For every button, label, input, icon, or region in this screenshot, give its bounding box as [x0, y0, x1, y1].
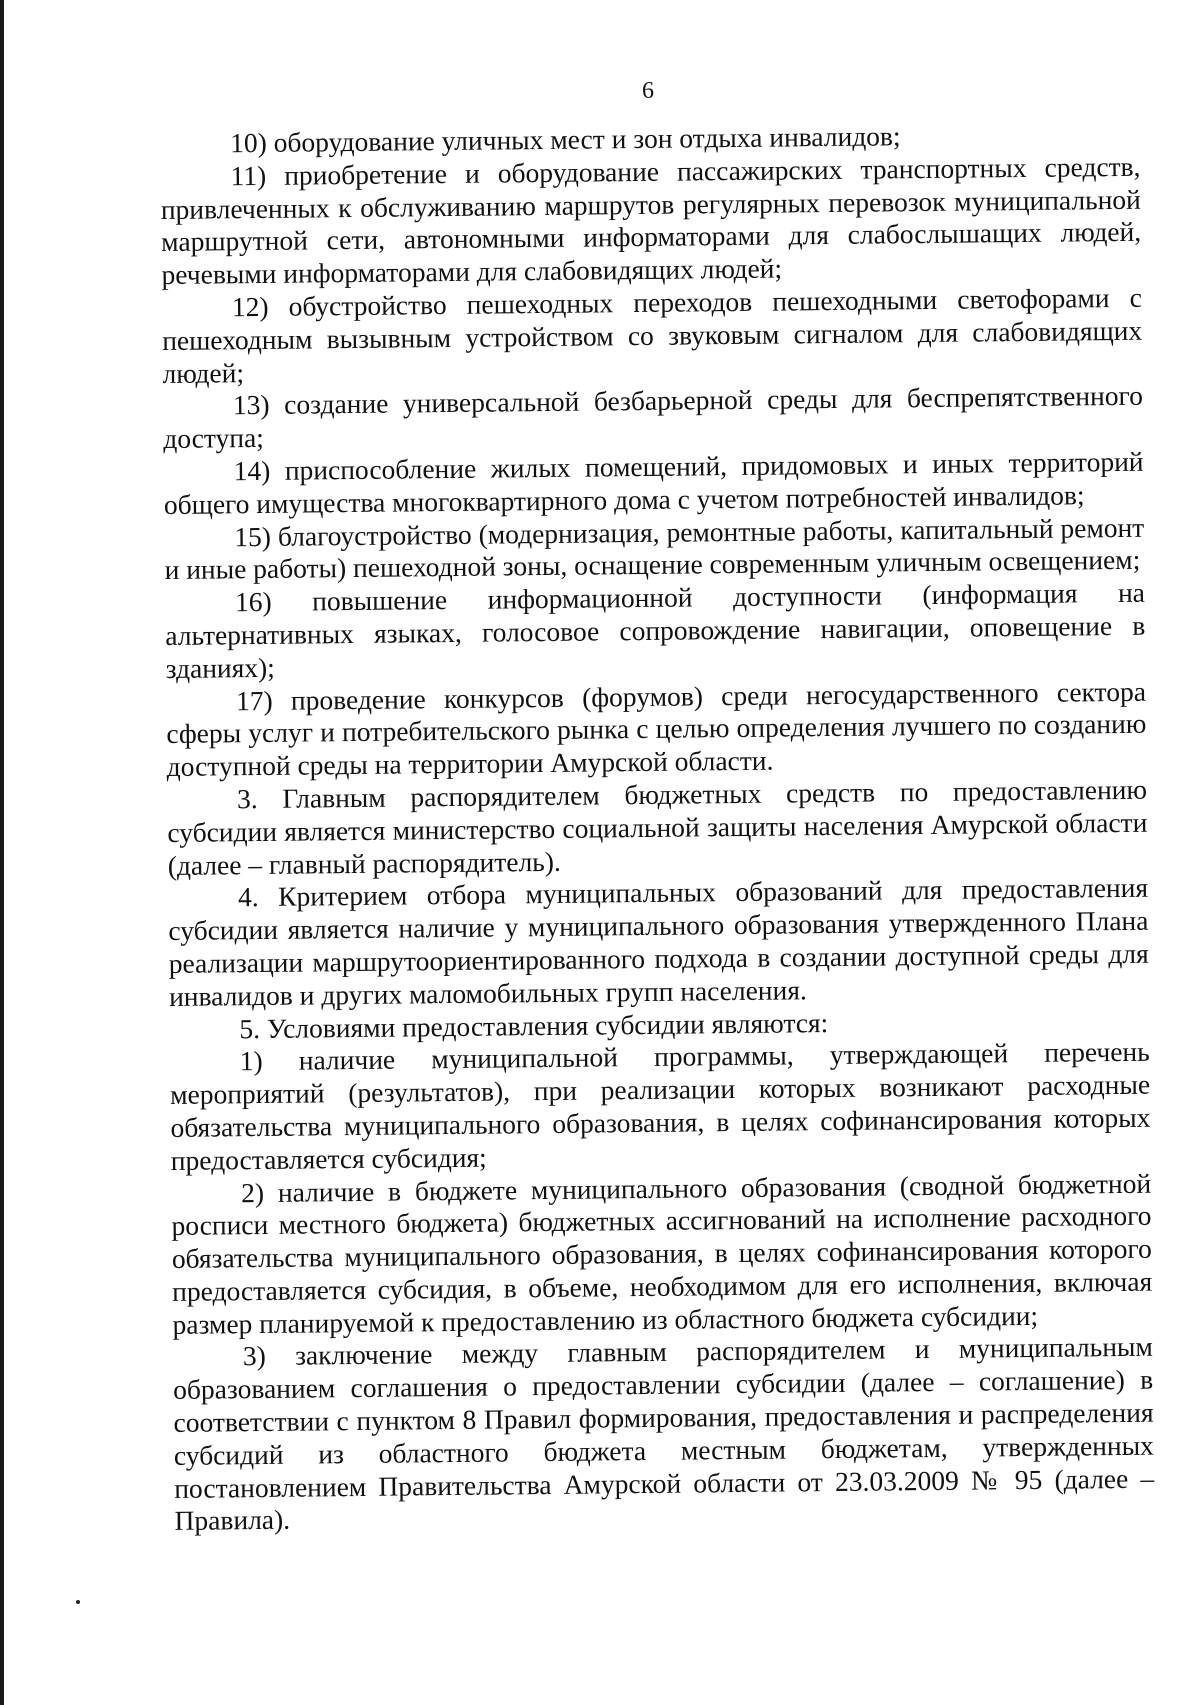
scan-speck: [76, 1600, 80, 1604]
paragraph-condition-3: 3) заключение между главным распорядителем и муниципальным образованием соглашения о предоставлении субсидии (далее – соглашение) в соответствии с пунктом 8 Правил формирования, предоставления и распределения субсидий из областного бюджета местным бюджетам, утвержденных постановлением Правительства Амурской области от 23.03.2009 № 95 (далее – Правила).: [173, 1331, 1155, 1537]
paragraph-item-13: 13) создание универсальной безбарьерной среды для беспрепятственного доступа;: [163, 380, 1144, 455]
scan-edge: [0, 0, 4, 1705]
paragraph-condition-2: 2) наличие в бюджете муниципального образования (сводной бюджетной росписи местного бюджета) бюджетных ассигнований на исполнение расходного обязательства муниципального образования, в целях софинансирования которого предоставляется субсидия, в объеме, необходимом для его исполнения, включая размер планируемой к предоставлению из областного бюджета субсидии;: [171, 1167, 1153, 1340]
paragraph-item-11: 11) приобретение и оборудование пассажирских транспортных средств, привлеченных к обслуживанию маршрутов регулярных перевозок муниципальной маршрутной сети, автономными информаторами для слабослышащих людей, речевыми информаторами для слабовидящих людей;: [160, 150, 1142, 291]
paragraph-item-15: 15) благоустройство (модернизация, ремонтные работы, капитальный ремонт и иные работы) пешеходной зоны, оснащение современным уличным освещением;: [164, 511, 1145, 586]
paragraph-item-14: 14) приспособление жилых помещений, придомовых и иных территорий общего имущества многоквартирного дома с учетом потребностей инвалидов;: [163, 445, 1144, 520]
document-body: [160, 118, 1155, 1538]
paragraph-item-17: 17) проведение конкурсов (форумов) среди негосударственного сектора сферы услуг и потребительского рынка с целью определения лучшего по созданию доступной среды на территории Амурской области.: [166, 675, 1147, 783]
paragraph-item-16: 16) повышение информационной доступности (информация на альтернативных языках, голосовое сопровождение навигации, оповещение в зданиях);: [165, 576, 1146, 684]
paragraph-section-5: 5. Условиями предоставления субсидии являются:: [239, 1006, 829, 1044]
paragraph-condition-1: 1) наличие муниципальной программы, утверждающей перечень мероприятий (результатов), при реализации которых возникают расходные обязательства муниципального образования, в целях софинансирования которых предоставляется субсидия;: [169, 1035, 1151, 1176]
paragraph-section-4: 4. Критерием отбора муниципальных образований для предоставления субсидии является наличие у муниципального образования утвержденного Плана реализации маршрутоориентированного подхода в создании доступной среды для инвалидов и других маломобильных групп населения.: [168, 872, 1149, 1012]
page-number: 6: [642, 78, 654, 104]
paragraph-item-10: 10) оборудование уличных мест и зон отдыха инвалидов;: [229, 120, 901, 159]
paragraph-item-12: 12) обустройство пешеходных переходов пешеходными светофорами с пешеходным вызывным устройством со звуковым сигналом для слабовидящих людей;: [162, 281, 1143, 389]
paragraph-section-3: 3. Главным распорядителем бюджетных средств по предоставлению субсидии является министерство социальной защиты населения Амурской области (далее – главный распорядитель).: [167, 773, 1148, 881]
